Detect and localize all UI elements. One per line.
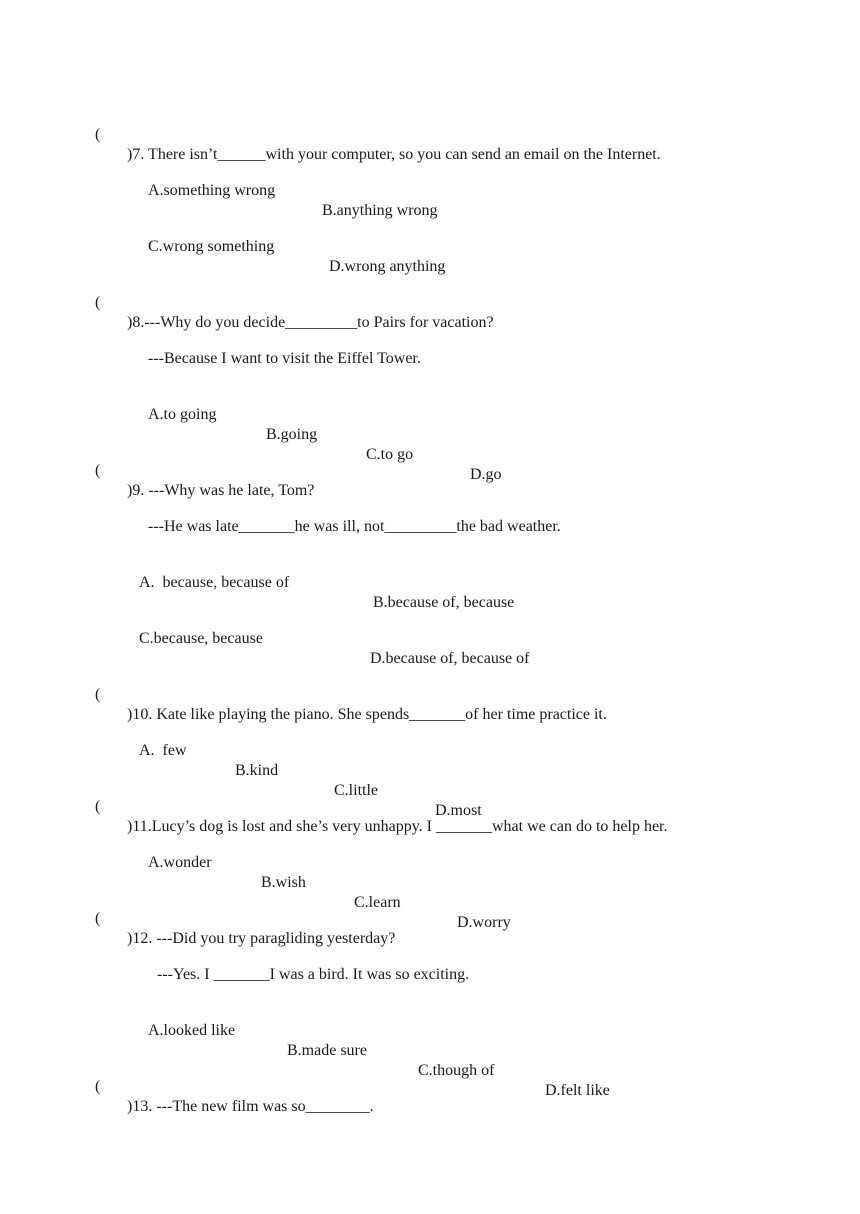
option-d: D.go	[470, 466, 502, 483]
option-b: B.anything wrong	[322, 202, 438, 219]
option-d: D.most	[435, 802, 482, 819]
option-b: B.going	[266, 426, 318, 443]
option-d: D.wrong anything	[329, 258, 446, 275]
question-stem: )7. There isn’t______with your computer, so you can send an email on the Internet.	[127, 146, 661, 163]
option-b: B.made sure	[287, 1042, 367, 1059]
answer-paren: (	[95, 798, 101, 815]
reply-text: ---Because I want to visit the Eiffel Tower.	[148, 350, 421, 367]
option-row	[0, 217, 860, 275]
question-stem: )11.Lucy’s dog is lost and she’s very unhappy. I _______what we can do to help her.	[127, 818, 668, 835]
option-b: B.wish	[261, 874, 306, 891]
option-row	[0, 161, 860, 219]
answer-paren: (	[95, 1078, 101, 1095]
answer-paren: (	[95, 462, 101, 479]
option-c: C.learn	[354, 894, 401, 911]
question-10	[0, 665, 860, 723]
option-b: B.because of, because	[373, 594, 515, 611]
question-stem: )13. ---The new film was so________.	[127, 1098, 374, 1115]
answer-paren: (	[95, 686, 101, 703]
option-a: A.looked like	[148, 1022, 236, 1039]
question-stem: )12. ---Did you try paragliding yesterday?	[127, 930, 396, 947]
option-row	[0, 385, 860, 483]
question-reply	[0, 329, 860, 367]
option-c: C.because, because	[139, 630, 263, 647]
option-d: D.worry	[457, 914, 511, 931]
option-row	[0, 553, 860, 611]
option-a: A. because, because of	[139, 574, 290, 591]
answer-paren: (	[95, 294, 101, 311]
question-stem: )8.---Why do you decide_________to Pairs for vacation?	[127, 314, 494, 331]
option-a: A.wonder	[148, 854, 212, 871]
option-a: A.to going	[148, 406, 217, 423]
question-reply	[0, 945, 860, 983]
option-c: C.though of	[418, 1062, 495, 1079]
question-7	[0, 105, 860, 163]
option-c: C.little	[334, 782, 378, 799]
option-a: A.something wrong	[148, 182, 276, 199]
option-a: A. few	[139, 742, 187, 759]
question-8	[0, 273, 860, 331]
reply-text: ---Yes. I _______I was a bird. It was so exciting.	[157, 966, 470, 983]
option-c: C.wrong something	[148, 238, 275, 255]
answer-paren: (	[95, 126, 101, 143]
question-stem: )9. ---Why was he late, Tom?	[127, 482, 315, 499]
option-row	[0, 1001, 860, 1099]
question-reply	[0, 497, 860, 535]
answer-paren: (	[95, 910, 101, 927]
option-row	[0, 609, 860, 667]
option-b: B.kind	[235, 762, 279, 779]
option-row	[0, 721, 860, 819]
option-row	[0, 833, 860, 931]
question-stem: )10. Kate like playing the piano. She spends_______of her time practice it.	[127, 706, 607, 723]
option-c: C.to go	[366, 446, 414, 463]
reply-text: ---He was late_______he was ill, not_________the bad weather.	[148, 518, 561, 535]
option-d: D.because of, because of	[370, 650, 530, 667]
option-d: D.felt like	[545, 1082, 610, 1099]
